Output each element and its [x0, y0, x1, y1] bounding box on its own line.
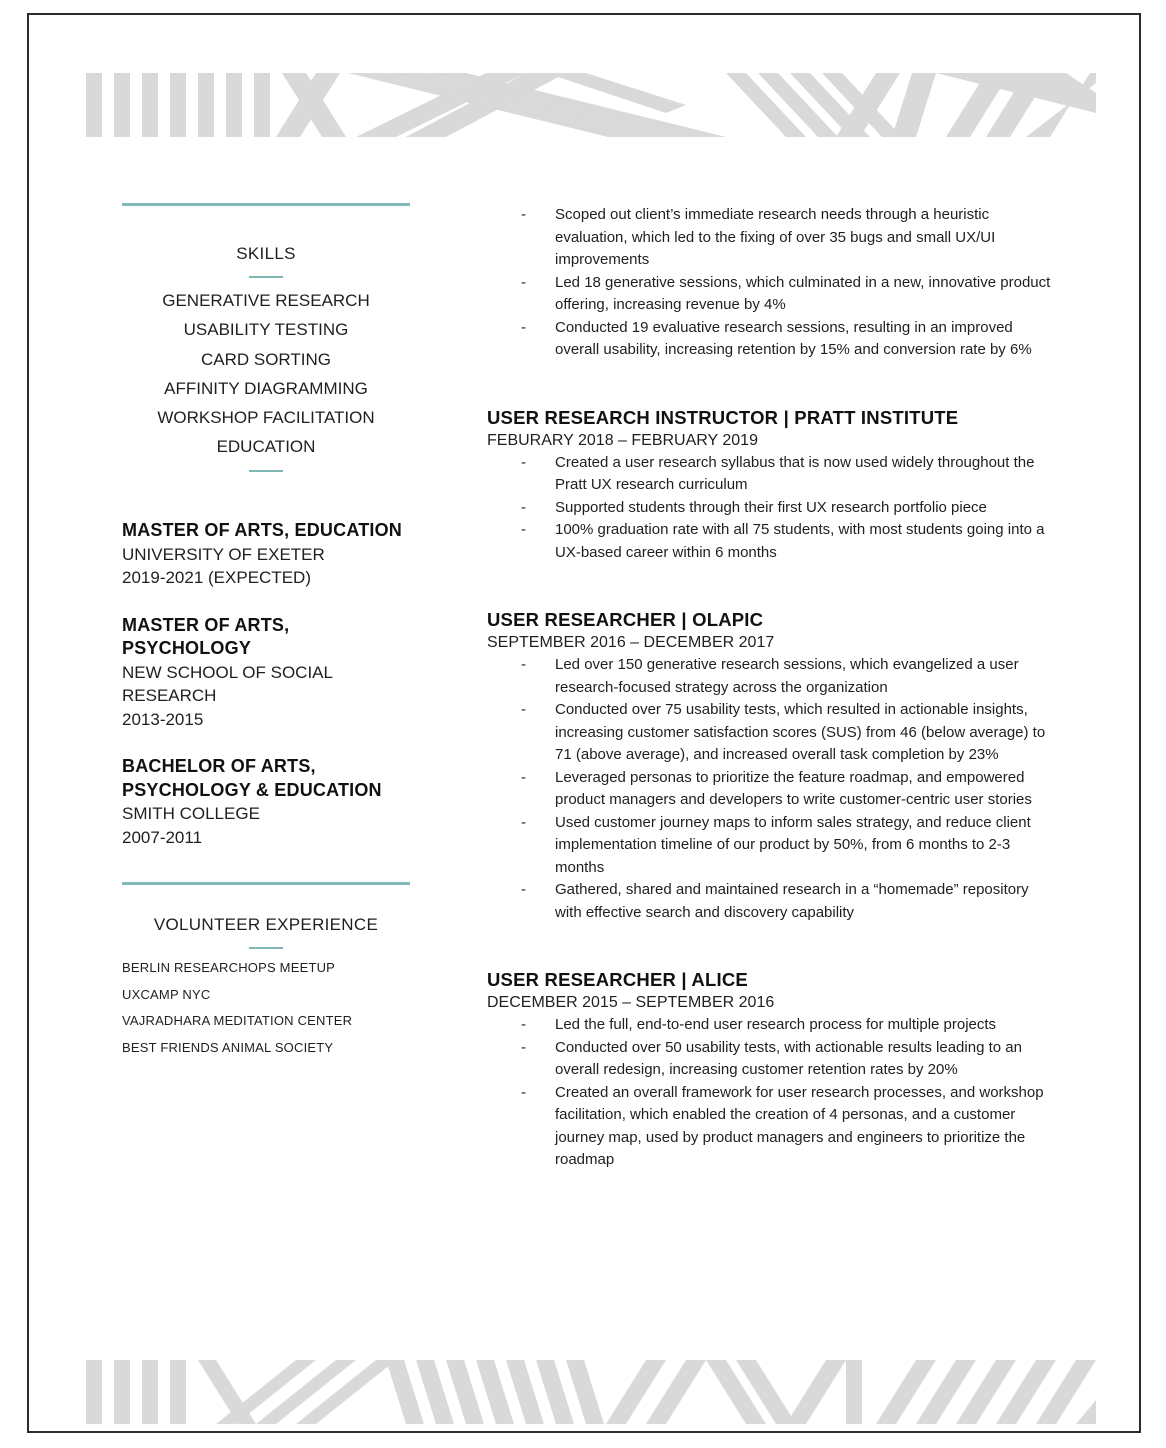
experience-section	[487, 204, 1057, 1172]
skill-item: USABILITY TESTING	[183, 320, 349, 340]
skills-list	[122, 286, 410, 458]
job-title: USER RESEARCHER | OLAPIC	[487, 609, 764, 630]
bullet-item	[487, 879, 1057, 924]
bullet-text: 100% graduation rate with all 75 students, with most students going into a UX-based career within 6 months	[555, 521, 1045, 561]
bullet-text: Conducted over 75 usability tests, which resulted in actionable insights, increasing customer satisfaction scores (SUS) from 46 (below average) to 71 (above average), and increased overall task completion by 23%	[555, 701, 1046, 763]
bullet-item	[487, 812, 1057, 880]
bullet-text: Created an overall framework for user research processes, and workshop facilitation, which enabled the creation of 4 personas, and a customer journey map, used by product managers and engineers to prioritize the roadmap	[555, 1083, 1044, 1168]
skills-end-rule	[249, 470, 283, 472]
job-bullet-list	[487, 452, 1057, 565]
intro-bullet-list	[487, 204, 1057, 362]
bullet-marker: -	[521, 453, 526, 471]
job-entry	[487, 406, 1057, 565]
volunteer-item: BEST FRIENDS ANIMAL SOCIETY	[122, 1039, 334, 1055]
bullet-item	[487, 767, 1057, 812]
bullet-marker: -	[521, 656, 526, 673]
degree-years: 2019-2021 (EXPECTED)	[122, 568, 311, 588]
bullet-item	[487, 1037, 1057, 1082]
bullet-marker: -	[521, 881, 526, 898]
job-title: USER RESEARCH INSTRUCTOR | PRATT INSTITUTE	[487, 406, 959, 428]
job-dates: SEPTEMBER 2016 – DECEMBER 2017	[487, 634, 775, 651]
skill-item: WORKSHOP FACILITATION	[157, 408, 375, 428]
bullet-item	[487, 317, 1057, 362]
skill-item: AFFINITY DIAGRAMMING	[164, 378, 368, 398]
education-entry	[122, 519, 410, 590]
bullet-item	[487, 452, 1057, 497]
bullet-item	[487, 272, 1057, 317]
degree-title: BACHELOR OF ARTS, PSYCHOLOGY & EDUCATION	[122, 756, 382, 800]
bullet-marker: -	[521, 813, 526, 831]
bullet-item	[487, 204, 1057, 272]
bullet-text: Gathered, shared and maintained research in a “homemade” repository with effective search and discovery capability	[555, 881, 1029, 921]
institution: SMITH COLLEGE	[122, 804, 260, 824]
degree-title: MASTER OF ARTS, EDUCATION	[122, 520, 402, 541]
bullet-text: Scoped out client’s immediate research needs through a heuristic evaluation, which led to the fixing of over 35 bugs and small UX/UI improvements	[555, 206, 996, 268]
volunteer-heading: VOLUNTEER EXPERIENCE	[153, 915, 379, 935]
bullet-marker: -	[521, 206, 526, 223]
bullet-text: Conducted over 50 usability tests, with actionable results leading to an overall redesign, increasing customer retention rates by 20%	[555, 1038, 1022, 1078]
bullet-marker: -	[521, 273, 526, 291]
education-entry	[122, 755, 410, 849]
bullet-marker: -	[521, 1016, 526, 1033]
institution: UNIVERSITY OF EXETER	[122, 544, 325, 564]
job-bullet-list	[487, 1014, 1057, 1172]
degree-title: MASTER OF ARTS, PSYCHOLOGY	[122, 614, 290, 659]
skills-heading-underline	[249, 276, 283, 278]
bullet-text: Led over 150 generative research sessions, which evangelized a user research-focused strategy across the organization	[555, 656, 1019, 696]
bullet-item	[487, 1082, 1057, 1172]
skill-item: EDUCATION	[216, 437, 316, 457]
bullet-item	[487, 497, 1057, 520]
bullet-item	[487, 654, 1057, 699]
education-section	[122, 519, 410, 849]
volunteer-divider	[122, 882, 410, 885]
bullet-text: Conducted 19 evaluative research sessions, resulting in an improved overall usability, increasing retention by 15% and conversion rate by 6%	[555, 318, 1032, 358]
degree-years: 2013-2015	[122, 709, 204, 729]
skill-item: CARD SORTING	[200, 349, 332, 369]
bullet-text: Supported students through their first UX research portfolio piece	[555, 498, 987, 516]
bullet-item	[487, 519, 1057, 564]
degree-years: 2007-2011	[122, 827, 203, 847]
bullet-text: Used customer journey maps to inform sales strategy, and reduce client implementation timeline of our product by 50%, from 6 months to 2-3 months	[555, 813, 1031, 876]
volunteer-list	[122, 955, 410, 1061]
volunteer-heading-underline	[249, 947, 283, 949]
bullet-marker: -	[521, 318, 526, 336]
skills-divider	[122, 203, 410, 206]
job-bullet-list	[487, 654, 1057, 924]
bullet-marker: -	[521, 521, 526, 538]
job-title: USER RESEARCHER | ALICE	[487, 969, 748, 990]
bullet-marker: -	[521, 701, 526, 718]
job-dates: FEBURARY 2018 – FEBRUARY 2019	[487, 431, 758, 449]
volunteer-item: BERLIN RESEARCHOPS MEETUP	[122, 960, 336, 976]
bullet-text: Led 18 generative sessions, which culminated in a new, innovative product offering, increasing revenue by 4%	[555, 273, 1051, 313]
job-entry	[487, 968, 1057, 1172]
skills-heading: SKILLS	[236, 244, 296, 263]
skill-item: GENERATIVE RESEARCH	[162, 291, 370, 310]
volunteer-item: UXCAMP NYC	[122, 986, 211, 1002]
bullet-text: Created a user research syllabus that is now used widely throughout the Pratt UX research curriculum	[555, 453, 1035, 493]
sidebar	[122, 203, 410, 1061]
education-entry	[122, 614, 410, 732]
volunteer-item: VAJRADHARA MEDITATION CENTER	[122, 1013, 353, 1029]
bullet-item	[487, 699, 1057, 767]
job-entry	[487, 608, 1057, 924]
bullet-text: Led the full, end-to-end user research process for multiple projects	[555, 1016, 997, 1033]
bullet-marker: -	[521, 768, 526, 786]
bullet-marker: -	[521, 1083, 526, 1101]
bullet-item	[487, 1014, 1057, 1037]
decorative-stripe-band-bottom	[86, 1360, 1096, 1424]
decorative-stripe-band-top	[86, 73, 1096, 137]
bullet-marker: -	[521, 1038, 526, 1056]
institution: NEW SCHOOL OF SOCIAL RESEARCH	[122, 662, 333, 706]
job-dates: DECEMBER 2015 – SEPTEMBER 2016	[487, 994, 775, 1011]
bullet-marker: -	[521, 498, 526, 516]
bullet-text: Leveraged personas to prioritize the feature roadmap, and empowered product managers and developers to write customer-centric user stories	[555, 768, 1032, 808]
